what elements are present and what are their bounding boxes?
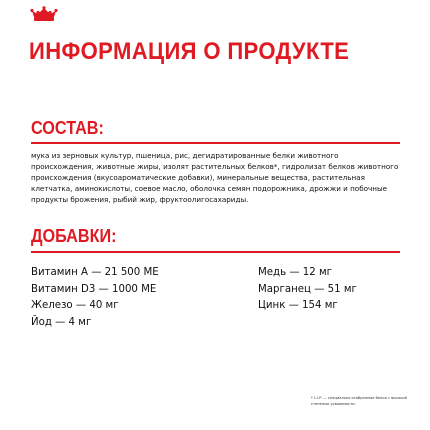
additive-item: Витамин D3 — 1000 МЕ (31, 283, 157, 295)
additive-item: Витамин A — 21 500 МЕ (31, 267, 159, 278)
additive-item: Железо — 40 мг (31, 300, 119, 312)
page-title: ИНФОРМАЦИЯ О ПРОДУКТЕ (29, 38, 350, 65)
additives-right-list (258, 265, 357, 315)
additive-item: Цинк — 154 мг (258, 300, 338, 312)
composition-heading: СОСТАВ: (31, 118, 104, 138)
additive-item: Йод — 4 мг (31, 316, 92, 328)
composition-divider (31, 142, 400, 144)
additives-heading: ДОБАВКИ: (31, 226, 117, 246)
additive-item: Медь — 12 мг (258, 267, 333, 278)
additives-left-list (31, 265, 159, 331)
crown-logo-icon (29, 6, 59, 22)
additive-item: Марганец — 51 мг (258, 283, 357, 295)
footnote: * L.I.P. — специально отобранные белки с высокой степенью усвояемости. (311, 396, 407, 406)
composition-text: мука из зерновых культур, пшеница, рис, дегидратированные белки животного происхождения, животные жиры, изолят растительных белков*, гидролизат белков животного происхождения (вкусоароматические добавки), минеральные вещества, растительная клетчатка, аминокислоты, соевое масло, оболочка семян подорожника, дрожжи и побочные продукты брожения, рыбий жир, фруктоолигосахариды. (31, 151, 399, 205)
additives-divider (31, 251, 400, 253)
